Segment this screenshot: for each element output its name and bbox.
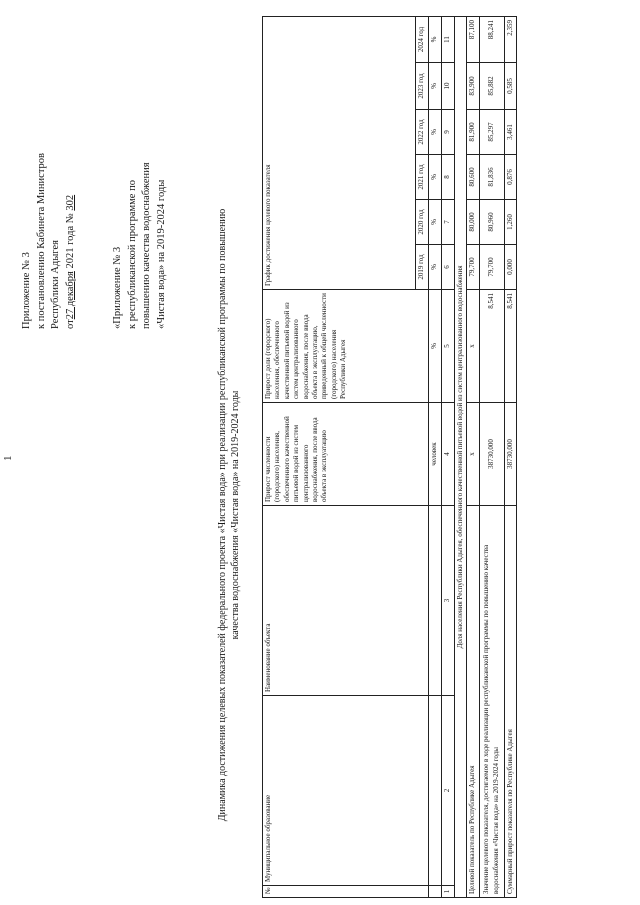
unit-share: % — [429, 290, 442, 403]
row-pop-value: 38730,000 — [479, 403, 504, 506]
page-number: 1 — [2, 455, 14, 461]
appendix-current-line4 — [64, 9, 79, 329]
row-year-value: 1,260 — [504, 200, 516, 245]
row-year-value: 80,000 — [467, 200, 479, 245]
unit-year: % — [429, 63, 442, 110]
unit-year: % — [429, 155, 442, 200]
unit-year: % — [429, 245, 442, 290]
header-year: 2020 год — [416, 200, 429, 245]
appendix-date-prefix: от — [64, 319, 76, 329]
row-label: Суммарный прирост показателя по Республике Адыгея — [504, 506, 516, 898]
row-share-value: x — [467, 290, 479, 403]
header-year: 2023 год — [416, 63, 429, 110]
row-year-value: 79,700 — [479, 245, 504, 290]
row-year-value: 81,900 — [467, 110, 479, 155]
appendix-original-block — [111, 9, 169, 329]
appendix-original-line2: к республиканской программе по — [126, 180, 138, 329]
appendix-original-line1: «Приложение № 3 — [112, 246, 123, 329]
column-number: 11 — [442, 16, 455, 62]
unit-year: % — [429, 200, 442, 245]
column-number: 1 — [442, 886, 455, 898]
row-label: Значение целевого показателя, достигаемое в ходе реализации республиканской программы по повышению качества водоснабжения «Чистая вода» на 2019-2024 годы — [479, 506, 504, 898]
appendix-current-block — [20, 9, 78, 329]
row-year-value: 79,700 — [467, 245, 479, 290]
column-number: 8 — [442, 155, 455, 200]
header-object-name: Наименование объекта — [263, 506, 429, 696]
unit-year: % — [429, 110, 442, 155]
row-year-value: 85,297 — [479, 110, 504, 155]
header-share-growth: Прирост доли (городского) населения, обеспеченного качественной питьевой водой из систем централизованного водоснабжения, после ввода объекта в эксплуатацию, приведенный к общей численности (городского) населения Республики Адыгея — [263, 290, 429, 403]
column-number: 9 — [442, 110, 455, 155]
appendix-original-line4: «Чистая вода» на 2019-2024 годы — [155, 179, 167, 329]
table-column-numbers-row — [442, 16, 455, 897]
table-row — [504, 16, 516, 897]
table-header-row — [263, 16, 416, 897]
table-section-row — [455, 16, 467, 897]
table-units-row — [429, 16, 442, 897]
document-title — [216, 135, 242, 895]
column-number: 7 — [442, 200, 455, 245]
appendix-original-line3: повышению качества водоснабжения — [141, 162, 152, 329]
header-pop-growth: Прирост численности (городского) населения, обеспеченного качественной питьевой водой из систем централизованного водоснабжения, после ввода объекта в эксплуатацию — [263, 403, 429, 506]
appendix-date: 27 декабря — [64, 271, 76, 320]
row-year-value: 0,000 — [504, 245, 516, 290]
appendix-current-line2: к постановлению Кабинета Министров — [35, 153, 47, 329]
row-label: Целевой показатель по Республике Адыгея — [467, 506, 479, 898]
row-year-value: 83,900 — [467, 63, 479, 110]
title-line2: качества водоснабжения «Чистая вода» на 2019-2024 годы — [230, 390, 241, 640]
row-year-value: 2,359 — [504, 16, 516, 62]
row-pop-value: x — [467, 403, 479, 506]
title-line1: Динамика достижения целевых показателей федерального проекта «Чистая вода» при реализации республиканской программы по повышению — [217, 208, 228, 822]
column-number: 10 — [442, 63, 455, 110]
column-number: 2 — [442, 696, 455, 886]
header-year: 2022 год — [416, 110, 429, 155]
header-year: 2021 год — [416, 155, 429, 200]
row-year-value: 80,960 — [479, 200, 504, 245]
row-year-value: 81,836 — [479, 155, 504, 200]
indicators-table — [262, 16, 517, 898]
row-year-value: 0,876 — [504, 155, 516, 200]
header-schedule: График достижения целевого показателя — [263, 16, 416, 289]
appendix-number: 302 — [64, 194, 76, 211]
header-year: 2019 год — [416, 245, 429, 290]
appendix-date-middle: 2021 года № — [64, 210, 76, 272]
appendix-current-line3: Республики Адыгея — [50, 240, 61, 329]
table-row — [467, 16, 479, 897]
row-share-value: 8,541 — [504, 290, 516, 403]
row-share-value: 8,541 — [479, 290, 504, 403]
table-row — [479, 16, 504, 897]
row-year-value: 0,585 — [504, 63, 516, 110]
header-year: 2024 год — [416, 16, 429, 62]
row-year-value: 85,882 — [479, 63, 504, 110]
header-num: № — [263, 886, 429, 898]
row-year-value: 80,600 — [467, 155, 479, 200]
row-year-value: 88,241 — [479, 16, 504, 62]
column-number: 5 — [442, 290, 455, 403]
row-pop-value: 38730,000 — [504, 403, 516, 506]
column-number: 4 — [442, 403, 455, 506]
unit-pop: человек — [429, 403, 442, 506]
column-number: 3 — [442, 506, 455, 696]
row-year-value: 87,100 — [467, 16, 479, 62]
unit-year: % — [429, 16, 442, 62]
row-year-value: 3,461 — [504, 110, 516, 155]
column-number: 6 — [442, 245, 455, 290]
header-municipality: Муниципальное образование — [263, 696, 429, 886]
section-title: Доля населения Республики Адыгея, обеспеченного качественной питьевой водой из систем централизованного водоснабжения — [455, 16, 467, 897]
appendix-current-line1: Приложение № 3 — [21, 252, 32, 329]
